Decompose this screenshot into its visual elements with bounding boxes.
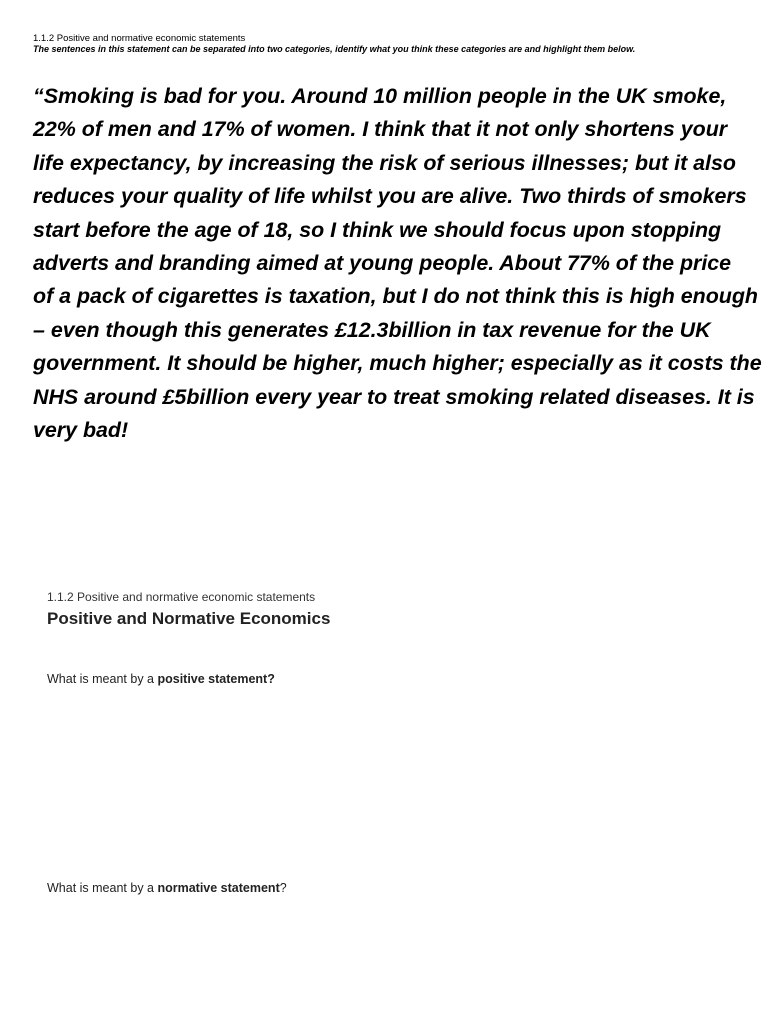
task-instruction: The sentences in this statement can be separated into two categories, identify what you think these categories are and highlight them below. xyxy=(33,44,636,54)
question-prefix: What is meant by a xyxy=(47,881,158,895)
quote-line: adverts and branding aimed at young people. About 77% of the price xyxy=(33,251,732,276)
quote-line: start before the age of 18, so I think we should focus upon stopping xyxy=(33,217,722,242)
worksheet-subtitle: 1.1.2 Positive and normative economic statements xyxy=(47,590,316,604)
quote-line: government. It should be higher, much higher; especially as it costs the xyxy=(33,351,762,376)
quote-line: – even though this generates £12.3billion in tax revenue for the UK xyxy=(33,317,711,342)
smoking-quote xyxy=(33,80,762,447)
quote-line: reduces your quality of life whilst you are alive. Two thirds of smokers xyxy=(33,184,747,209)
question-suffix: ? xyxy=(279,881,287,895)
quote-line: 22% of men and 17% of women. I think that it not only shortens your xyxy=(33,117,728,142)
question-normative-statement xyxy=(47,881,287,896)
question-positive-statement xyxy=(47,672,275,687)
question-term: positive statement? xyxy=(157,672,275,686)
quote-line: life expectancy, by increasing the risk of serious illnesses; but it also xyxy=(33,150,736,175)
question-term: normative statement xyxy=(157,881,280,895)
quote-line: NHS around £5billion every year to treat smoking related diseases. It is xyxy=(33,384,755,409)
quote-line: very bad! xyxy=(33,418,129,443)
page-section-label: 1.1.2 Positive and normative economic statements xyxy=(33,33,246,44)
quote-line: of a pack of cigarettes is taxation, but I do not think this is high enough xyxy=(33,284,758,309)
worksheet-title: Positive and Normative Economics xyxy=(47,609,331,628)
quote-line: “Smoking is bad for you. Around 10 million people in the UK smoke, xyxy=(33,84,727,108)
worksheet-section xyxy=(0,580,768,1000)
question-prefix: What is meant by a xyxy=(47,672,158,686)
